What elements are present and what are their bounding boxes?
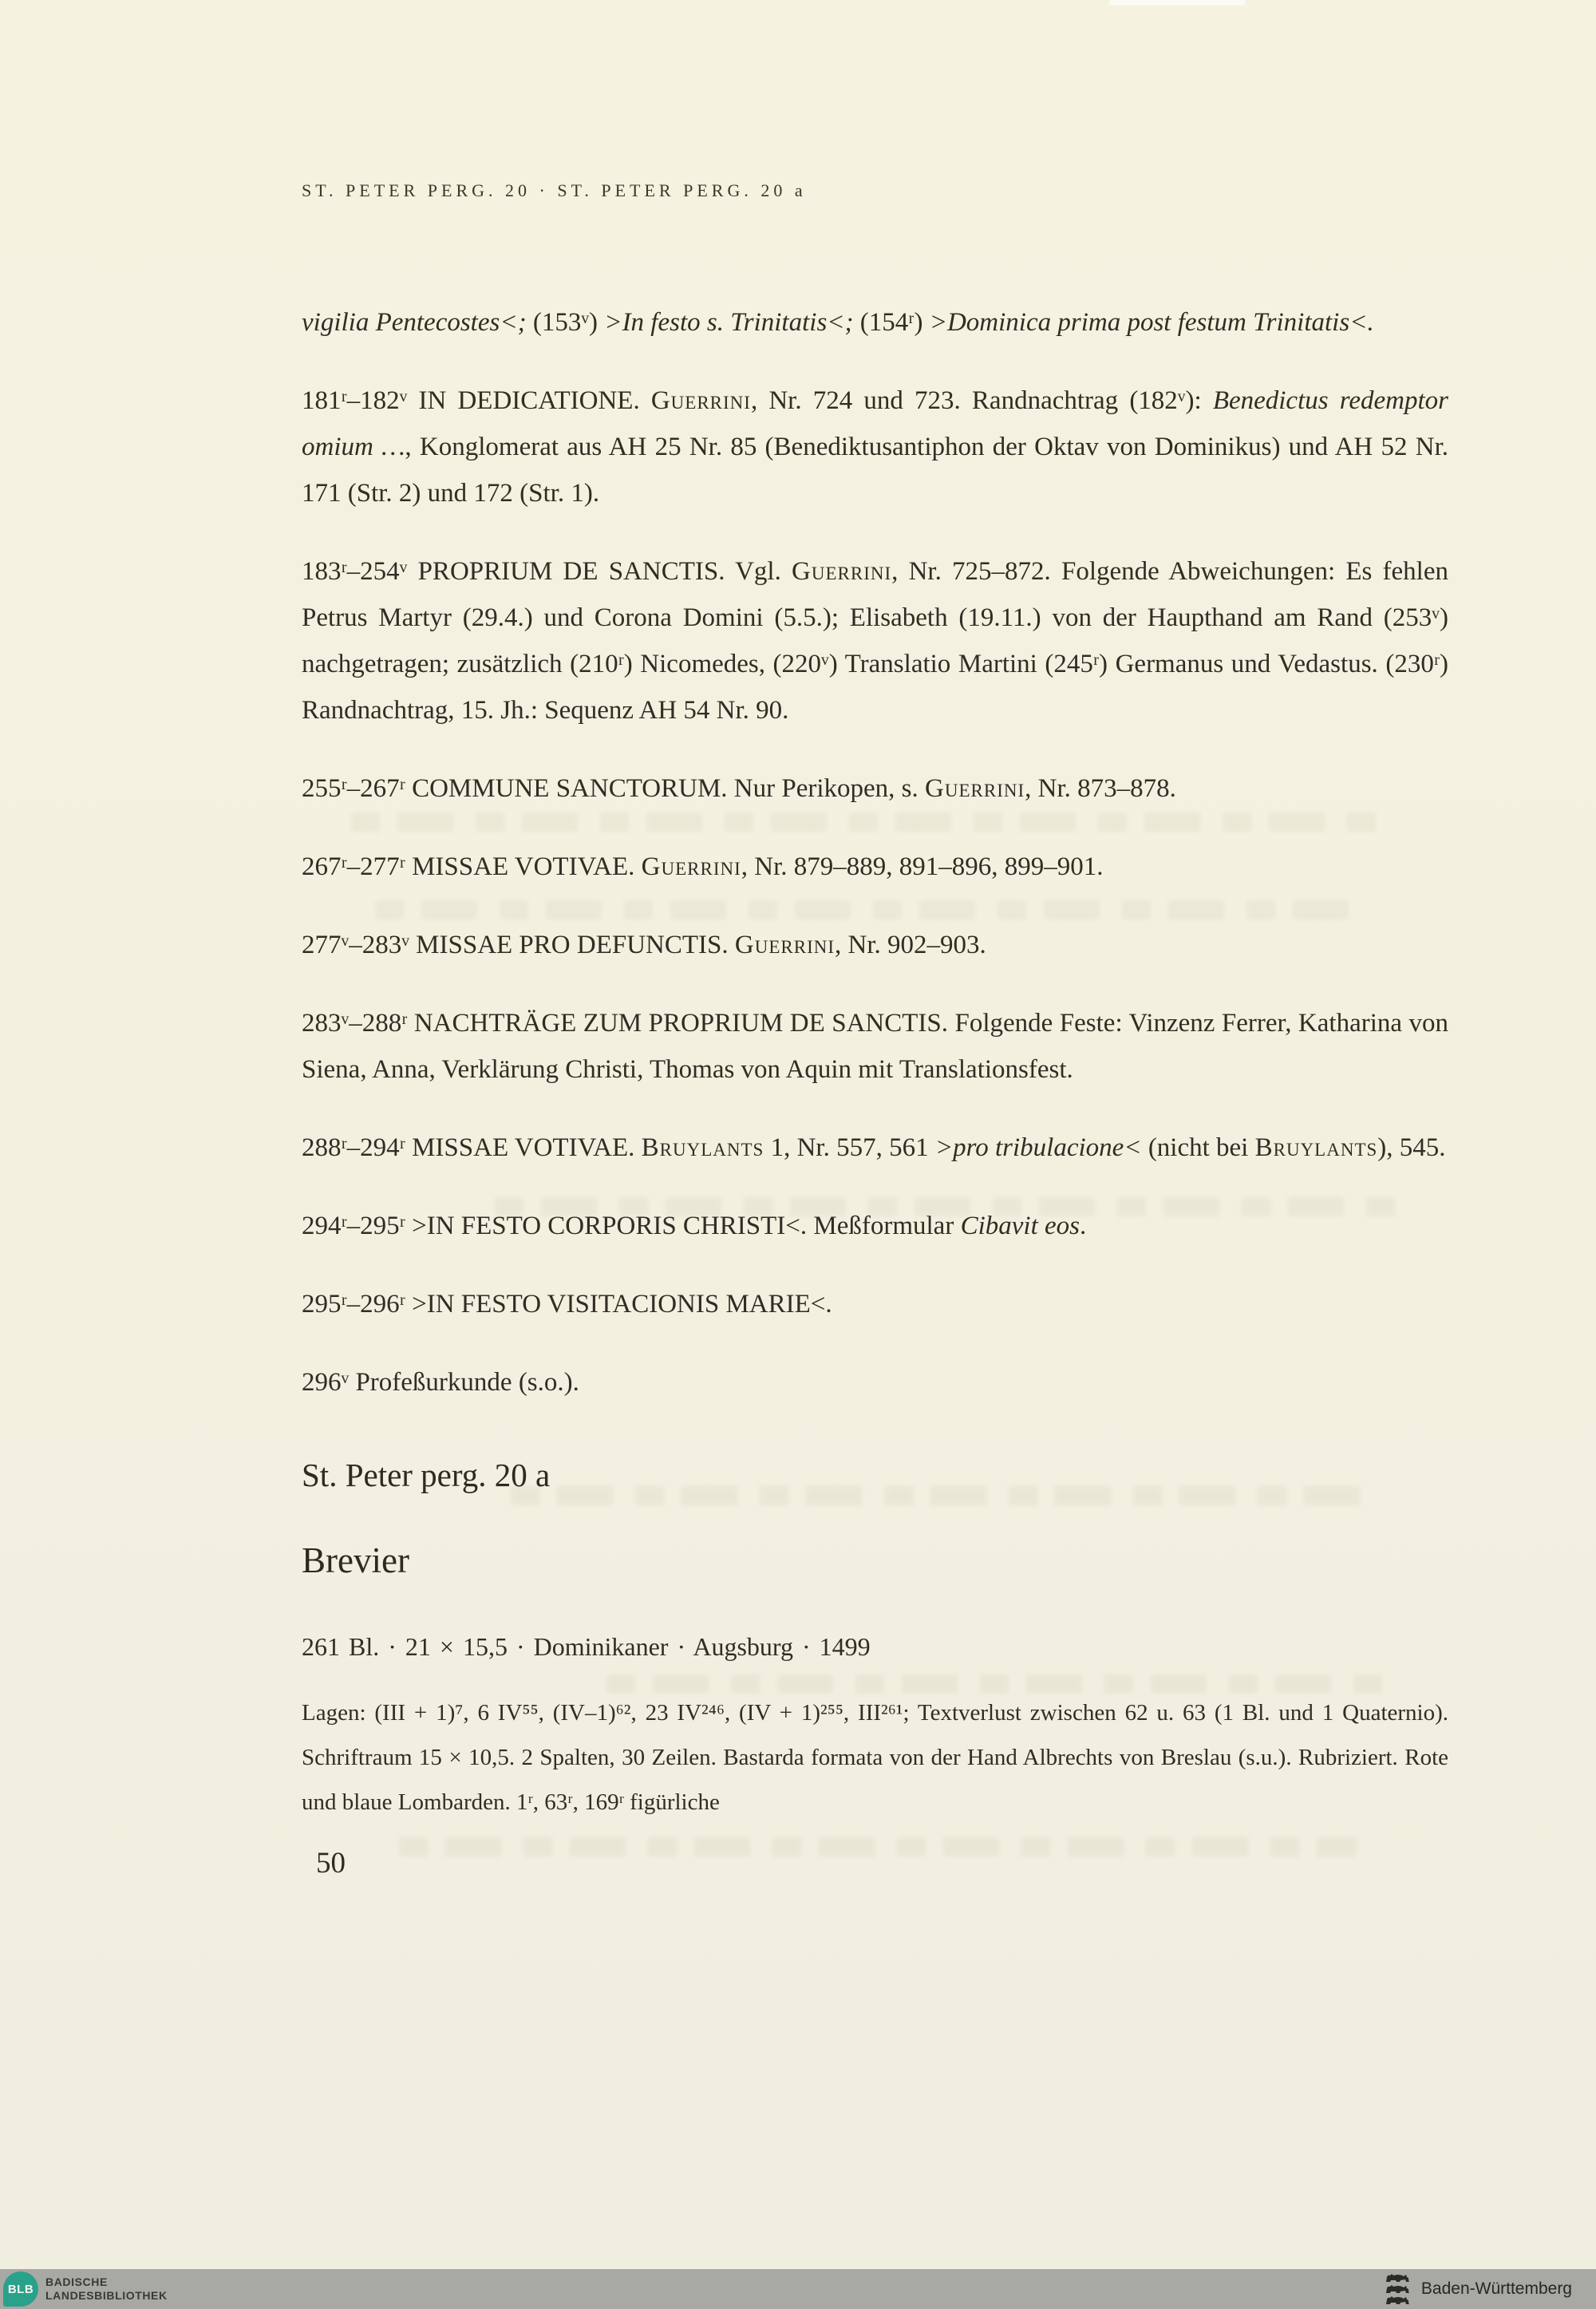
library-brand-bar <box>0 2269 1596 2309</box>
page-number: 50 <box>316 1847 346 1880</box>
catalog-paragraph: 181ʳ–182ᵛ IN DEDICATIONE. Guerrini, Nr. 724 und 723. Randnachtrag (182ᵛ): Benedictus redemptor omium …, Konglomerat aus AH 25 Nr. 85 (Benediktusantiphon der Oktav von Dominikus) und AH 52 Nr. 171 (Str. 2) und 172 (Str. 1). <box>302 386 1448 508</box>
catalog-paragraph: 296ᵛ Profeßurkunde (s.o.). <box>302 1368 579 1397</box>
catalog-paragraph: 267ʳ–277ʳ MISSAE VOTIVAE. Guerrini, Nr. 879–889, 891–896, 899–901. <box>302 852 1104 881</box>
catalog-paragraph: 277ᵛ–283ᵛ MISSAE PRO DEFUNCTIS. Guerrini, Nr. 902–903. <box>302 931 986 959</box>
collation-paragraph: Lagen: (III + 1)⁷, 6 IV⁵⁵, (IV–1)⁶², 23 IV²⁴⁶, (IV + 1)²⁵⁵, III²⁶¹; Textverlust zwischen 62 u. 63 (1 Bl. und 1 Quaternio). Schriftraum 15 × 10,5. 2 Spalten, 30 Zeilen. Bastarda formata von der Hand Albrechts von Breslau (s.u.). Rubriziert. Rote und blaue Lombarden. 1ʳ, 63ʳ, 169ʳ figürliche <box>302 1700 1448 1815</box>
catalog-paragraph: 283ᵛ–288ʳ NACHTRÄGE ZUM PROPRIUM DE SANCTIS. Folgende Feste: Vinzenz Ferrer, Katharina von Siena, Anna, Verklärung Christi, Thomas von Aquin mit Translationsfest. <box>302 1009 1448 1084</box>
catalog-paragraph: 183ʳ–254ᵛ PROPRIUM DE SANCTIS. Vgl. Guerrini, Nr. 725–872. Folgende Abweichungen: Es fehlen Petrus Martyr (29.4.) und Corona Domini (5.5.); Elisabeth (19.11.) von der Haupthand am Rand (253ᵛ) nachgetragen; zusätzlich (210ʳ) Nicomedes, (220ᵛ) Translatio Martini (245ʳ) Germanus und Vedastus. (230ʳ) Randnachtrag, 15. Jh.: Sequenz AH 54 Nr. 90. <box>302 557 1448 725</box>
library-name <box>45 2275 168 2303</box>
baden-wuerttemberg-brand <box>1385 2271 1572 2307</box>
catalog-text-block <box>302 299 1448 1880</box>
entry-shelfmark-title: St. Peter perg. 20 a <box>302 1457 551 1493</box>
scan-edge-artifact <box>1109 0 1245 6</box>
entry-type-heading: Brevier <box>302 1540 409 1580</box>
entry-meta-line: 261 Bl. · 21 × 15,5 · Dominikaner · Augsburg · 1499 <box>302 1632 871 1661</box>
running-head: ST. PETER PERG. 20 · ST. PETER PERG. 20 a <box>302 180 807 200</box>
catalog-paragraph: vigilia Pentecostes<; (153ᵛ) >In festo s. Trinitatis<; (154ʳ) >Dominica prima post festum Trinitatis<. <box>302 308 1374 337</box>
catalog-paragraph: 255ʳ–267ʳ COMMUNE SANCTORUM. Nur Perikopen, s. Guerrini, Nr. 873–878. <box>302 774 1176 803</box>
catalog-paragraph: 288ʳ–294ʳ MISSAE VOTIVAE. Bruylants 1, Nr. 557, 561 >pro tribulacione< (nicht bei Bruylants), 545. <box>302 1133 1446 1162</box>
blb-logo <box>3 2271 38 2307</box>
catalog-paragraph: 294ʳ–295ʳ >IN FESTO CORPORIS CHRISTI<. Meßformular Cibavit eos. <box>302 1212 1087 1240</box>
catalog-paragraph: 295ʳ–296ʳ >IN FESTO VISITACIONIS MARIE<. <box>302 1290 832 1319</box>
state-name: Baden-Württemberg <box>1420 2279 1572 2298</box>
bw-coat-of-arms-icon <box>1385 2273 1412 2306</box>
blb-logo-abbr: BLB <box>7 2282 34 2296</box>
library-name-line1: BADISCHE <box>45 2275 108 2288</box>
library-name-line2: LANDESBIBLIOTHEK <box>45 2289 168 2302</box>
